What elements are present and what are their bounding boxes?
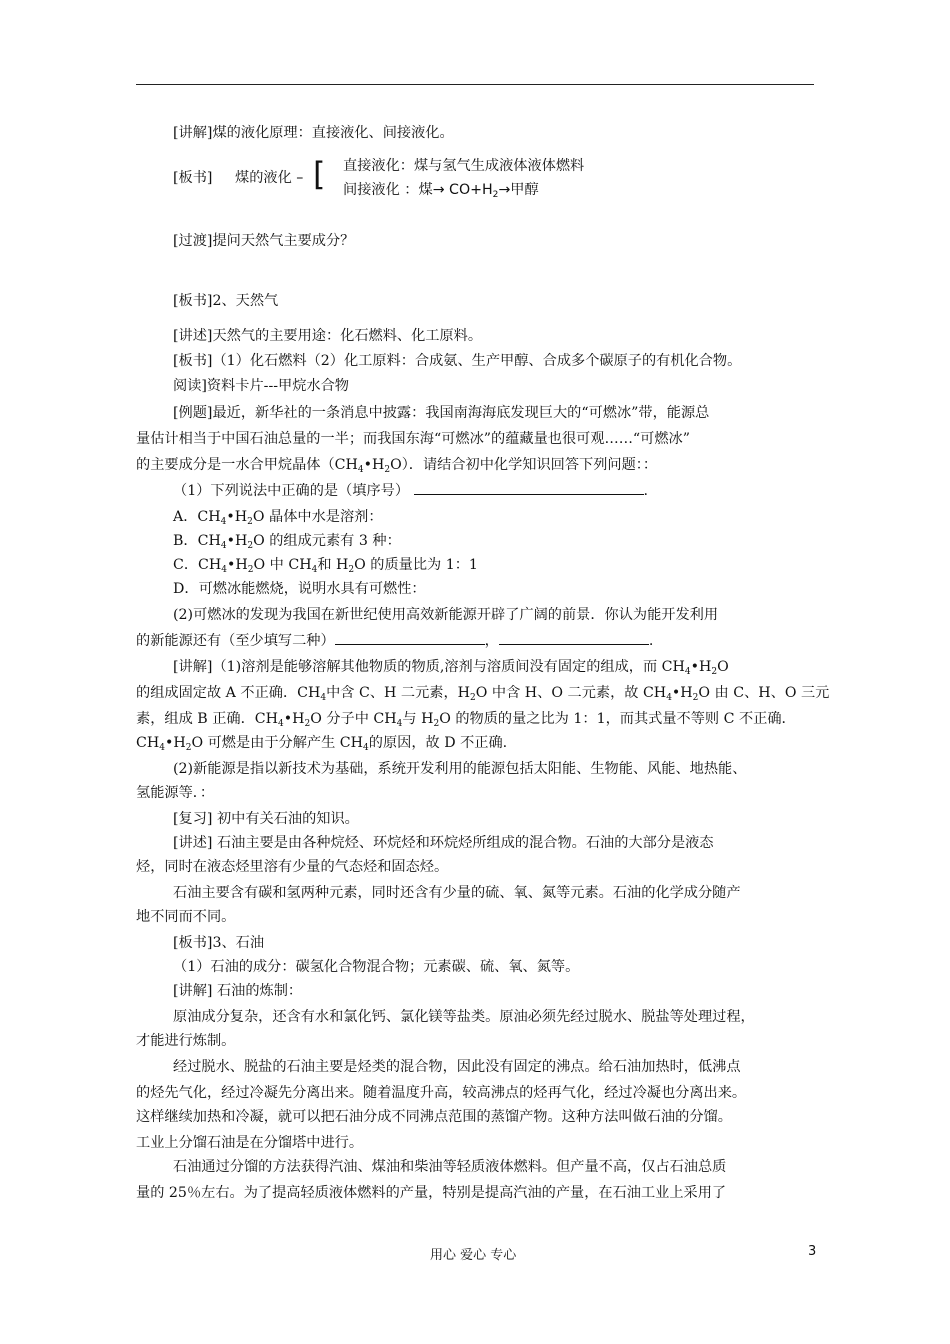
option-b: B．$CH_4•H_2O$ 的组成元素有 3 种： xyxy=(173,533,401,551)
text-line: 氢能源等．： xyxy=(136,785,215,801)
text-line: 地不同而不同。 xyxy=(136,909,236,925)
text-line: [讲解] 石油的炼制： xyxy=(173,983,303,999)
text-line: 才能进行炼制。 xyxy=(136,1033,236,1049)
text-line: 经过脱水、脱盐的石油主要是烃类的混合物，因此没有固定的沸点。给石油加热时，低沸点 xyxy=(173,1059,741,1075)
text-line: 量估计相当于中国石油总量的一半；而我国东海“可燃冰”的蕴藏量也很可观……“可燃冰” xyxy=(136,431,690,447)
indirect-liquefaction: 间接液化 ：煤→ $CO+H_2\to$甲醇 xyxy=(343,182,539,200)
text-line: 烃，同时在液态烃里溶有少量的气态烃和固态烃。 xyxy=(136,859,449,875)
text-line: (2)新能源是指以新技术为基础，系统开发利用的能源包括太阳能、生物能、风能、地热能、 xyxy=(173,761,747,777)
text-line: [板书]3、石油 xyxy=(173,935,265,951)
answer-blank[interactable] xyxy=(499,630,649,645)
question-2: 的新能源还有（至少填写二种） ， . xyxy=(136,630,653,652)
text-line: [板书]2、天然气 xyxy=(173,293,279,309)
text-line: $CH_4•H_2O$ 可燃是由于分解产生 $CH_4$的原因，故 D 不正确. xyxy=(136,735,508,753)
option-c: C．$CH_4•H_2O$ 中 $CH_4$和 $H_2O$ 的质量比为 1：1 xyxy=(173,557,478,575)
text-line: 这样继续加热和冷凝，就可以把石油分成不同沸点范围的蒸馏产物。这种方法叫做石油的分馏。 xyxy=(136,1109,732,1125)
text-line: [过渡]提问天然气主要成分？ xyxy=(173,233,355,249)
text-line: 工业上分馏石油是在分馏塔中进行。 xyxy=(136,1135,364,1151)
header-rule xyxy=(136,84,814,85)
text-line: (2)可燃冰的发现为我国在新世纪使用高效新能源开辟了广阔的前景．你认为能开发利用 xyxy=(173,607,719,623)
text-line: 的主要成分是一水合甲烷晶体$(CH_4•H_2O)$．请结合初中化学知识回答下列问题：： xyxy=(136,457,658,475)
text-line: 原油成分复杂，还含有水和氯化钙、氯化镁等盐类。原油必须先经过脱水、脱盐等处理过程， xyxy=(173,1009,755,1025)
text-line: 的组成固定故 A 不正确．$CH_4$中含 C、H 二元素，$H_2O$ 中含 H、O 二元素，故 $CH_4•H_2O$ 由 C、H、O 三元 xyxy=(136,685,830,703)
text-line: [讲解]煤的液化原理：直接液化、间接液化。 xyxy=(173,125,454,141)
page-number: 3 xyxy=(808,1244,817,1259)
board-tag: [板书] xyxy=(173,170,213,186)
option-d: D．可燃冰能燃烧，说明水具有可燃性： xyxy=(173,581,426,597)
text-line: 阅读]资料卡片---甲烷水合物 xyxy=(173,378,349,394)
text-line: [讲述]天然气的主要用途：化石燃料、化工原料。 xyxy=(173,328,483,344)
text-line: 石油主要含有碳和氢两种元素，同时还含有少量的硫、氧、氮等元素。石油的化学成分随产 xyxy=(173,885,741,901)
text-line: [讲述] 石油主要是由各种烷烃、环烷烃和环烷烃所组成的混合物。石油的大部分是液态 xyxy=(173,835,714,851)
text-line: 量的 25％左右。为了提高轻质液体燃料的产量，特别是提高汽油的产量，在石油工业上采用了 xyxy=(136,1185,727,1201)
text-line: （1）石油的成分：碳氢化合物混合物；元素碳、硫、氧、氮等。 xyxy=(173,959,580,975)
direct-liquefaction: 直接液化：煤与氢气生成液体液体燃料 xyxy=(343,158,585,174)
question-1: （1）下列说法中正确的是（填序号） . xyxy=(173,480,648,502)
footer-motto: 用心 爱心 专心 xyxy=(430,1248,517,1263)
text-line: 石油通过分馏的方法获得汽油、煤油和柴油等轻质液体燃料。但产量不高，仅占石油总质 xyxy=(173,1159,727,1175)
text-line: [复习] 初中有关石油的知识。 xyxy=(173,811,359,827)
text-line: [板书]（1）化石燃料（2）化工原料：合成氨、生产甲醇、合成多个碳原子的有机化合物。 xyxy=(173,353,742,369)
answer-blank[interactable] xyxy=(335,630,485,645)
text-line: [讲解]（1)溶剂是能够溶解其他物质的物质,溶剂与溶质间没有固定的组成，而 $CH_4•H_2O$ xyxy=(173,659,729,677)
board-diagram-coal-liquefaction xyxy=(173,153,653,203)
bracket-icon: [ xyxy=(313,155,326,193)
text-line: 的烃先气化，经过冷凝先分离出来。随着温度升高，较高沸点的烃再气化，经过冷凝也分离出来。 xyxy=(136,1085,747,1101)
text-line: [例题]最近，新华社的一条消息中披露：我国南海海底发现巨大的“可燃冰”带，能源总 xyxy=(173,405,710,421)
board-topic: 煤的液化 – xyxy=(235,170,304,186)
option-a: A．$CH_4•H_2O$ 晶体中水是溶剂： xyxy=(173,509,383,527)
text-line: 素，组成 B 正确．$CH_4•H_2O$ 分子中 $CH_4$与 $H_2O$ 的物质的量之比为 1：1，而其式量不等则 C 不正确． xyxy=(136,711,796,729)
answer-blank[interactable] xyxy=(414,480,644,495)
